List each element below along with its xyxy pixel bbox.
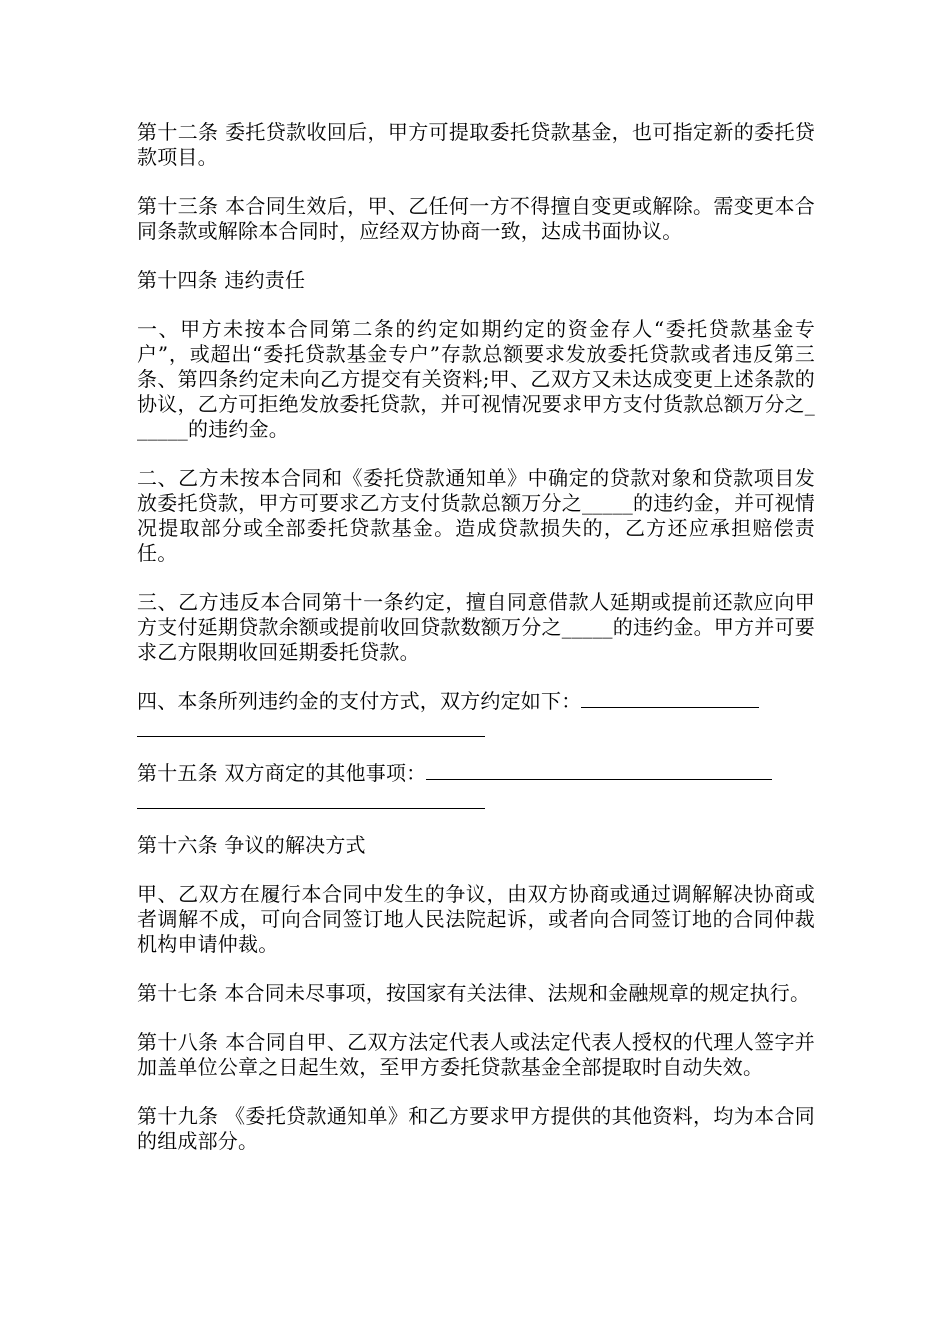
article-14-item-1: 一、甲方未按本合同第二条的约定如期约定的资金存人“委托贷款基金专户”，或超出“委托贷款基金专户”存款总额要求发放委托贷款或者违反第三条、第四条约定未向乙方提交有关资料;甲、乙双方又未达成变更上述条款的协议，乙方可拒绝发放委托贷款，并可视情况要求甲方支付货款总额万分之______的违约金。 (137, 317, 815, 441)
article-14-item-2: 二、乙方未按本合同和《委托贷款通知单》中确定的贷款对象和贷款项目发放委托贷款，甲方可要求乙方支付货款总额万分之_____的违约金，并可视情况提取部分或全部委托贷款基金。造成贷款损失的，乙方还应承担赔偿责任。 (137, 466, 815, 565)
article-14-item-4 (137, 689, 815, 737)
article-19: 第十九条 《委托贷款通知单》和乙方要求甲方提供的其他资料，均为本合同的组成部分。 (137, 1104, 815, 1153)
payment-method-blank (581, 689, 759, 708)
article-16-body: 甲、乙双方在履行本合同中发生的争议，由双方协商或通过调解解决协商或者调解不成，可向合同签订地人民法院起诉，或者向合同签订地的合同仲裁机构申请仲裁。 (137, 882, 815, 956)
other-matters-blank (426, 761, 772, 780)
article-12: 第十二条 委托贷款收回后，甲方可提取委托贷款基金，也可指定新的委托贷款项目。 (137, 120, 815, 169)
article-18: 第十八条 本合同自甲、乙双方法定代表人或法定代表人授权的代理人签字并加盖单位公章之日起生效，至甲方委托贷款基金全部提取时自动失效。 (137, 1030, 815, 1079)
other-matters-blank-line (137, 786, 485, 809)
article-16-title: 第十六条 争议的解决方式 (137, 833, 366, 857)
article-15-text: 第十五条 双方商定的其他事项： (137, 761, 427, 785)
article-17: 第十七条 本合同未尽事项，按国家有关法律、法规和金融规章的规定执行。 (137, 981, 811, 1005)
contract-page (137, 120, 815, 1178)
article-15 (137, 761, 815, 809)
article-14-item-4-text: 四、本条所列违约金的支付方式，双方约定如下： (137, 689, 582, 713)
article-13: 第十三条 本合同生效后，甲、乙任何一方不得擅自变更或解除。需变更本合同条款或解除本合同时，应经双方协商一致，达成书面协议。 (137, 194, 815, 243)
article-14-item-3: 三、乙方违反本合同第十一条约定，擅自同意借款人延期或提前还款应向甲方支付延期贷款余额或提前收回贷款数额万分之_____的违约金。甲方并可要求乙方限期收回延期委托贷款。 (137, 590, 815, 664)
payment-method-blank-line (137, 714, 485, 737)
article-14-title: 第十四条 违约责任 (137, 268, 306, 292)
